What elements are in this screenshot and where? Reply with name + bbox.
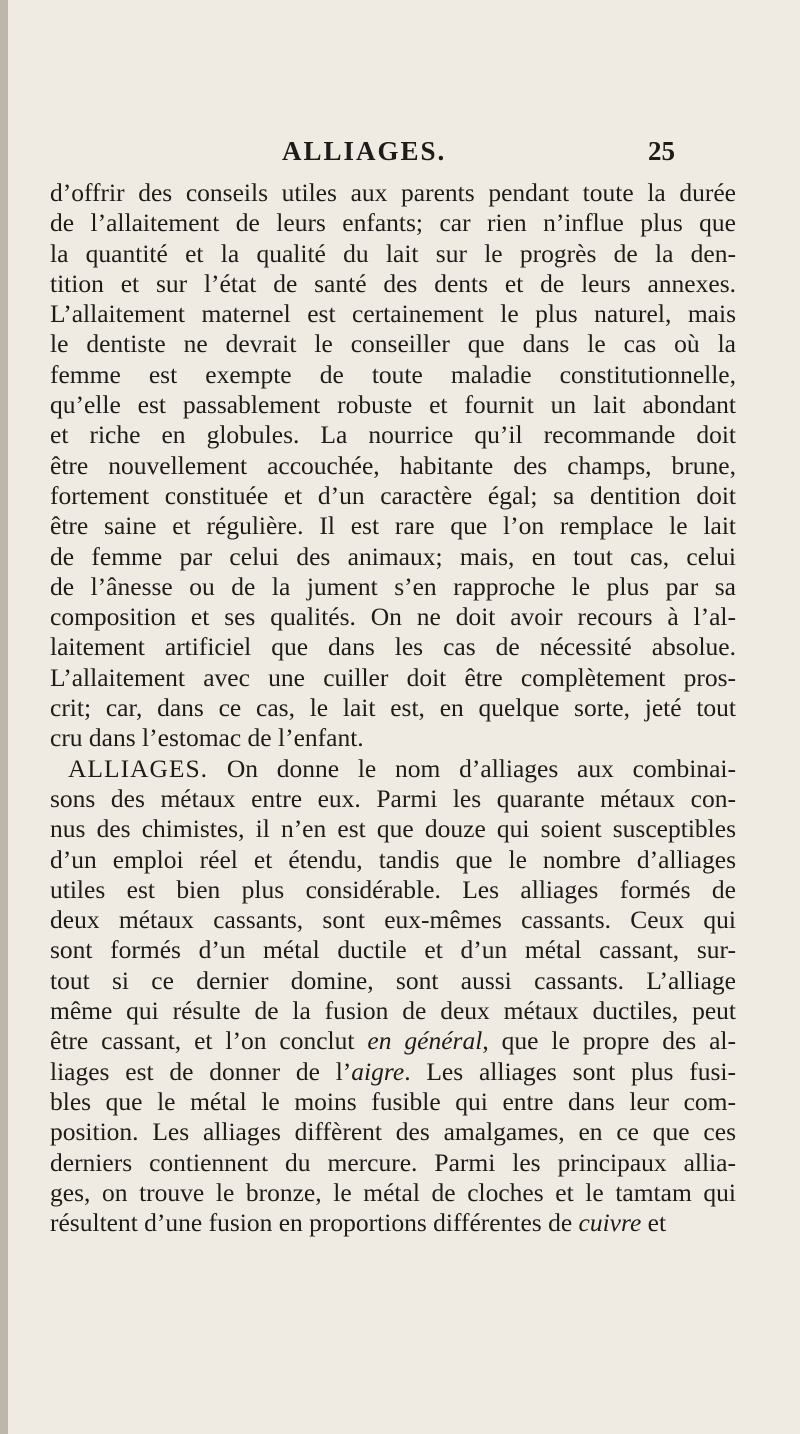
text-line: être saine et régulière. Il est rare que l’on remplace le lait: [50, 511, 736, 541]
text-line: et riche en globules. La nourrice qu’il recommande doit: [50, 420, 736, 450]
entry-paragraph-continued: [50, 1087, 736, 1208]
text-line: sont formés d’un métal ductile et d’un métal cassant, sur-: [50, 935, 736, 965]
text-line: L’allaitement avec une cuiller doit être complètement pros-: [50, 662, 736, 692]
italic-phrase: en général: [367, 1026, 483, 1056]
text-line: même qui résulte de la fusion de deux métaux ductiles, peut: [50, 996, 736, 1026]
text-line: derniers contiennent du mercure. Parmi les principaux allia-: [50, 1147, 736, 1177]
text-line: deux métaux cassants, sont eux-mêmes cassants. Ceux qui: [50, 905, 736, 935]
text-line: le dentiste ne devrait le conseiller que dans le cas où la: [50, 329, 736, 359]
text-line: bles que le métal le moins fusible qui entre dans leur com-: [50, 1086, 736, 1116]
text-line: tition et sur l’état de santé des dents et de leurs annexes.: [50, 268, 736, 298]
text-line: sons des métaux entre eux. Parmi les quarante métaux con-: [50, 783, 736, 813]
entry-headword: ALLIAGES.: [68, 753, 209, 783]
text-line: crit; car, dans ce cas, le lait est, en quelque sorte, jeté tout: [50, 693, 736, 723]
text-line: la quantité et la qualité du lait sur le progrès de la den-: [50, 238, 736, 268]
text-line: liages est de donner de l’aigre. Les alliages sont plus fusi-: [50, 1056, 736, 1086]
body-text: [50, 178, 736, 1238]
entry-first-line-text: On donne le nom d’alliages aux combinai-: [226, 753, 736, 783]
entry-first-line: [50, 754, 736, 784]
text-line: fortement constituée et d’un caractère égal; sa dentition doit: [50, 480, 736, 510]
text-line: être nouvellement accouchée, habitante des champs, brune,: [50, 450, 736, 480]
text-line: être cassant, et l’on conclut en général, que le propre des al-: [50, 1026, 736, 1056]
italic-word: aigre: [351, 1056, 405, 1086]
body-paragraph-continued: [50, 178, 736, 754]
running-title: ALLIAGES.: [282, 136, 447, 166]
entry-paragraph: [50, 784, 736, 1026]
page-header: [30, 136, 770, 170]
text-line: d’un emploi réel et étendu, tandis que le nombre d’alliages: [50, 844, 736, 874]
page-number: 25: [648, 136, 675, 166]
text-line: de l’ânesse ou de la jument s’en rapproche le plus par sa: [50, 571, 736, 601]
text-line: utiles est bien plus considérable. Les alliages formés de: [50, 874, 736, 904]
italic-word: cuivre: [578, 1208, 642, 1238]
text-line: composition et ses qualités. On ne doit avoir recours à l’al-: [50, 602, 736, 632]
text-line: laitement artificiel que dans les cas de nécessité absolue.: [50, 632, 736, 662]
text-line: femme est exempte de toute maladie constitutionnelle,: [50, 359, 736, 389]
text-line: nus des chimistes, il n’en est que douze qui soient susceptibles: [50, 814, 736, 844]
text-line: de femme par celui des animaux; mais, en tout cas, celui: [50, 541, 736, 571]
text-line: résultent d’une fusion en proportions différentes de cuivre et: [50, 1208, 667, 1238]
text-line: cru dans l’estomac de l’enfant.: [50, 723, 364, 753]
text-line: d’offrir des conseils utiles aux parents pendant toute la durée: [50, 178, 736, 207]
text-line: L’allaitement maternel est certainement le plus naturel, mais: [50, 299, 736, 329]
text-line: tout si ce dernier domine, sont aussi cassants. L’alliage: [50, 965, 736, 995]
text-line: qu’elle est passablement robuste et fournit un lait abondant: [50, 390, 736, 420]
text-line: de l’allaitement de leurs enfants; car rien n’influe plus que: [50, 208, 736, 238]
page-edge-shadow: [0, 0, 8, 1434]
text-line: ges, on trouve le bronze, le métal de cloches et le tamtam qui: [50, 1177, 736, 1207]
text-line: position. Les alliages diffèrent des amalgames, en ce que ces: [50, 1117, 736, 1147]
